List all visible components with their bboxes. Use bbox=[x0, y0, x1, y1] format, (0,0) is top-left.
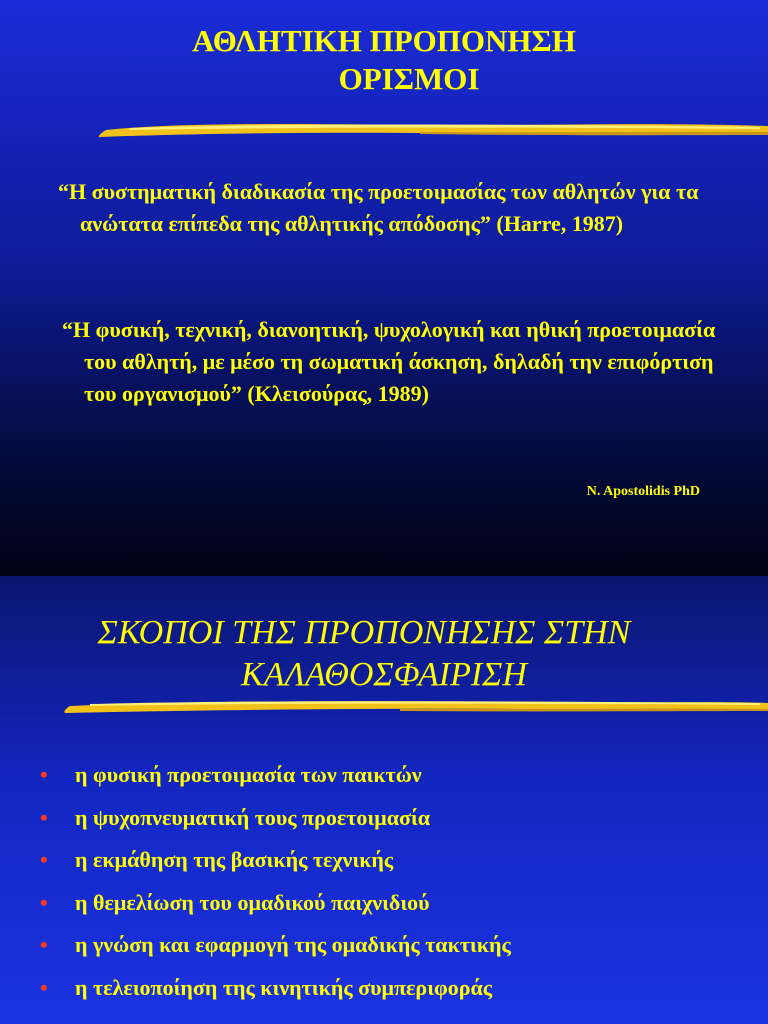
bullet-icon: • bbox=[40, 762, 48, 787]
bullet-icon: • bbox=[40, 847, 48, 872]
brush-stroke-divider bbox=[0, 688, 768, 718]
list-item-text: η εκμάθηση της βασικής τεχνικής bbox=[75, 847, 394, 872]
definition-quote-harre: “Η συστηματική διαδικασία της προετοιμασίας των αθλητών για τα ανώτατα επίπεδα της αθλητικής απόδοσης” (Harre, 1987) bbox=[58, 179, 699, 236]
list-item-text: η θεμελίωση του ομαδικού παιχνιδιού bbox=[75, 889, 430, 915]
slide-title bbox=[0, 612, 768, 696]
list-item-text: η τελειοποίηση της κινητικής συμπεριφοράς bbox=[75, 974, 493, 1000]
title-line-1: ΑΘΛΗΤΙΚΗ ΠΡΟΠΟΝΗΣΗ bbox=[192, 23, 576, 58]
list-item-text: η φυσική προετοιμασία των παικτών bbox=[75, 762, 422, 787]
bullet-icon: • bbox=[40, 974, 48, 1000]
author-credit: N. Apostolidis PhD bbox=[586, 484, 700, 499]
title-line-1: ΣΚΟΠΟΙ ΤΗΣ ΠΡΟΠΟΝΗΣΗΣ ΣΤΗΝ bbox=[97, 614, 631, 651]
definition-quote-kleisouras: “Η φυσική, τεχνική, διανοητική, ψυχολογική και ηθική προετοιμασία του αθλητή, με μέσο τη σωματική άσκηση, δηλαδή την επιφόρτιση του οργανισμού” (Κλεισούρας, 1989) bbox=[62, 317, 716, 406]
list-item bbox=[40, 882, 740, 925]
title-line-2: ΚΑΛΑΘΟΣΦΑΙΡΙΣΗ bbox=[241, 656, 527, 693]
list-item bbox=[40, 839, 740, 882]
brush-stroke-divider bbox=[0, 108, 768, 142]
goals-list bbox=[40, 754, 740, 1009]
list-item bbox=[40, 754, 740, 797]
slide-training-goals bbox=[0, 576, 768, 1024]
list-item-text: η γνώση και εφαρμογή της ομαδικής τακτικής bbox=[75, 932, 511, 957]
bullet-icon: • bbox=[40, 889, 48, 915]
list-item-text: η ψυχοπνευματική τους προετοιμασία bbox=[75, 804, 431, 830]
bullet-icon: • bbox=[40, 804, 48, 830]
list-item bbox=[40, 797, 740, 840]
slide-title bbox=[0, 22, 768, 98]
list-item bbox=[40, 924, 740, 967]
title-line-2: ΟΡΙΣΜΟΙ bbox=[338, 61, 480, 96]
list-item bbox=[40, 967, 740, 1010]
bullet-icon: • bbox=[40, 932, 48, 957]
